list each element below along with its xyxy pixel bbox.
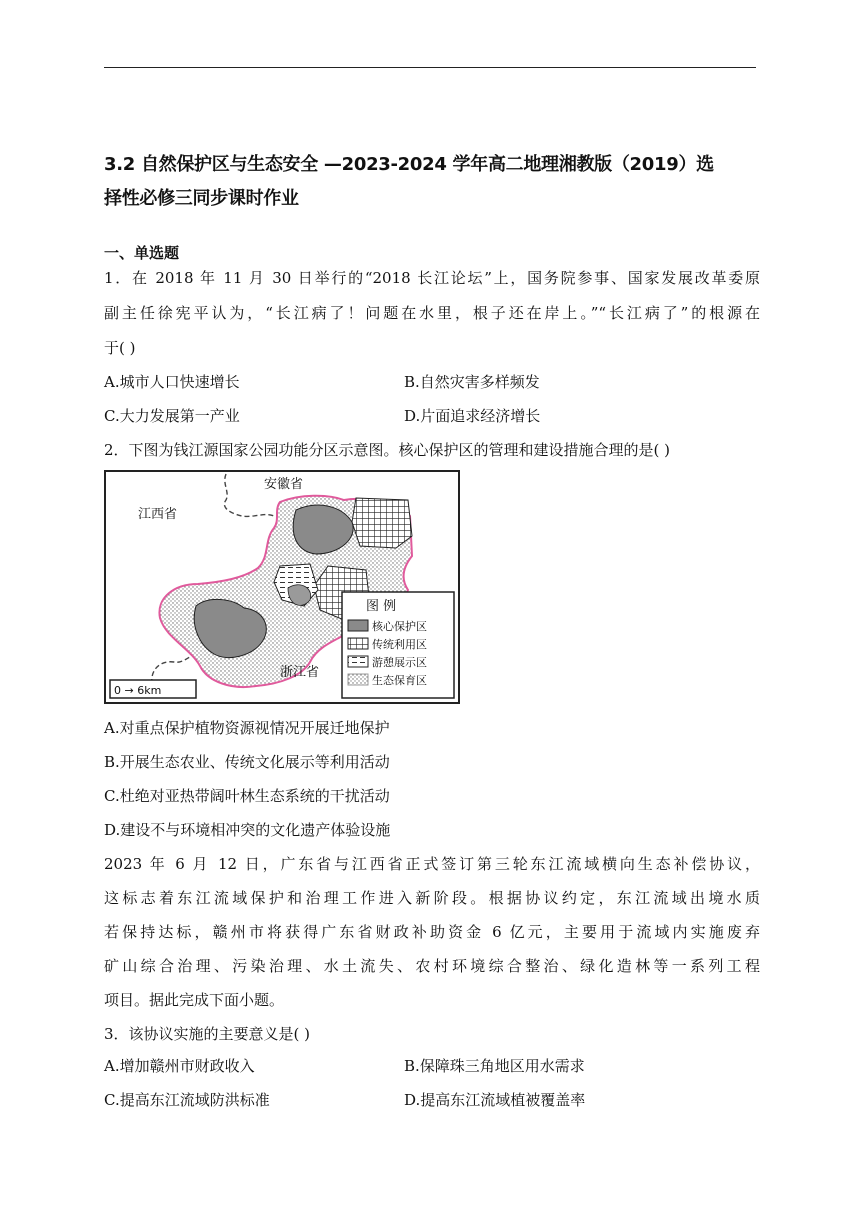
legend-swatch-recreation <box>348 656 368 667</box>
q1-option-d[interactable]: D.片面追求经济增长 <box>404 407 541 425</box>
q1-stem-line-1: 1．在 2018 年 11 月 30 日举行的“2018 长江论坛”上，国务院参事、国家发展改革委原 <box>104 269 760 287</box>
q3-option-d[interactable]: D.提高东江流域植被覆盖率 <box>404 1091 586 1109</box>
q3-option-b[interactable]: B.保障珠三角地区用水需求 <box>404 1057 585 1075</box>
traditional-use-zone-north <box>352 498 412 548</box>
document-title <box>104 148 754 216</box>
title-line-2: 择性必修三同步课时作业 <box>104 188 299 209</box>
legend-label-core: 核心保护区 <box>372 620 427 633</box>
header-rule <box>104 67 756 68</box>
legend-swatch-traditional <box>348 638 368 649</box>
passage-line-1: 2023 年 6 月 12 日，广东省与江西省正式签订第三轮东江流域横向生态补偿协议， <box>104 855 760 873</box>
q2-option-a[interactable]: A.对重点保护植物资源视情况开展迁地保护 <box>104 719 390 737</box>
q2-option-d[interactable]: D.建设不与环境相冲突的文化遗产体验设施 <box>104 821 391 839</box>
legend-swatch-ecological <box>348 674 368 685</box>
q1-option-c[interactable]: C.大力发展第一产业 <box>104 407 240 425</box>
section-heading: 一、单选题 <box>104 244 180 262</box>
legend-label-ecological: 生态保育区 <box>372 674 427 687</box>
legend-title: 图 例 <box>366 599 397 614</box>
q3-option-c[interactable]: C.提高东江流域防洪标准 <box>104 1091 270 1109</box>
qianjiangyuan-map <box>104 470 460 704</box>
label-anhui: 安徽省 <box>264 477 304 492</box>
q1-option-a[interactable]: A.城市人口快速增长 <box>104 373 240 391</box>
map-figure <box>104 470 460 704</box>
label-jiangxi: 江西省 <box>138 507 178 522</box>
passage-line-2: 这标志着东江流域保护和治理工作进入新阶段。根据协议约定，东江流域出境水质 <box>104 889 760 907</box>
passage-line-3: 若保持达标，赣州市将获得广东省财政补助资金 6 亿元，主要用于流域内实施废弃 <box>104 923 760 941</box>
q2-stem: 2．下图为钱江源国家公园功能分区示意图。核心保护区的管理和建设措施合理的是( ) <box>104 441 671 459</box>
q1-stem-line-3: 于( ) <box>104 339 136 357</box>
q2-option-c[interactable]: C.杜绝对亚热带阔叶林生态系统的干扰活动 <box>104 787 390 805</box>
q3-option-a[interactable]: A.增加赣州市财政收入 <box>104 1057 255 1075</box>
title-line-1: 3.2 自然保护区与生态安全 —2023-2024 学年高二地理湘教版（2019）选 <box>104 154 714 175</box>
passage-line-4: 矿山综合治理、污染治理、水土流失、农村环境综合整治、绿化造林等一系列工程 <box>104 957 760 975</box>
legend-label-recreation: 游憩展示区 <box>372 656 427 669</box>
q2-option-b[interactable]: B.开展生态农业、传统文化展示等利用活动 <box>104 753 390 771</box>
scale-label: 0 → 6km <box>114 684 162 697</box>
q1-option-b[interactable]: B.自然灾害多样频发 <box>404 373 540 391</box>
legend-label-traditional: 传统利用区 <box>372 638 427 651</box>
legend-swatch-core <box>348 620 368 631</box>
q3-stem: 3．该协议实施的主要意义是( ) <box>104 1025 311 1043</box>
q1-stem-line-2: 副主任徐宪平认为，“长江病了！问题在水里，根子还在岸上。”“长江病了”的根源在 <box>104 304 760 322</box>
label-zhejiang: 浙江省 <box>280 665 320 680</box>
passage-line-5: 项目。据此完成下面小题。 <box>104 991 285 1009</box>
